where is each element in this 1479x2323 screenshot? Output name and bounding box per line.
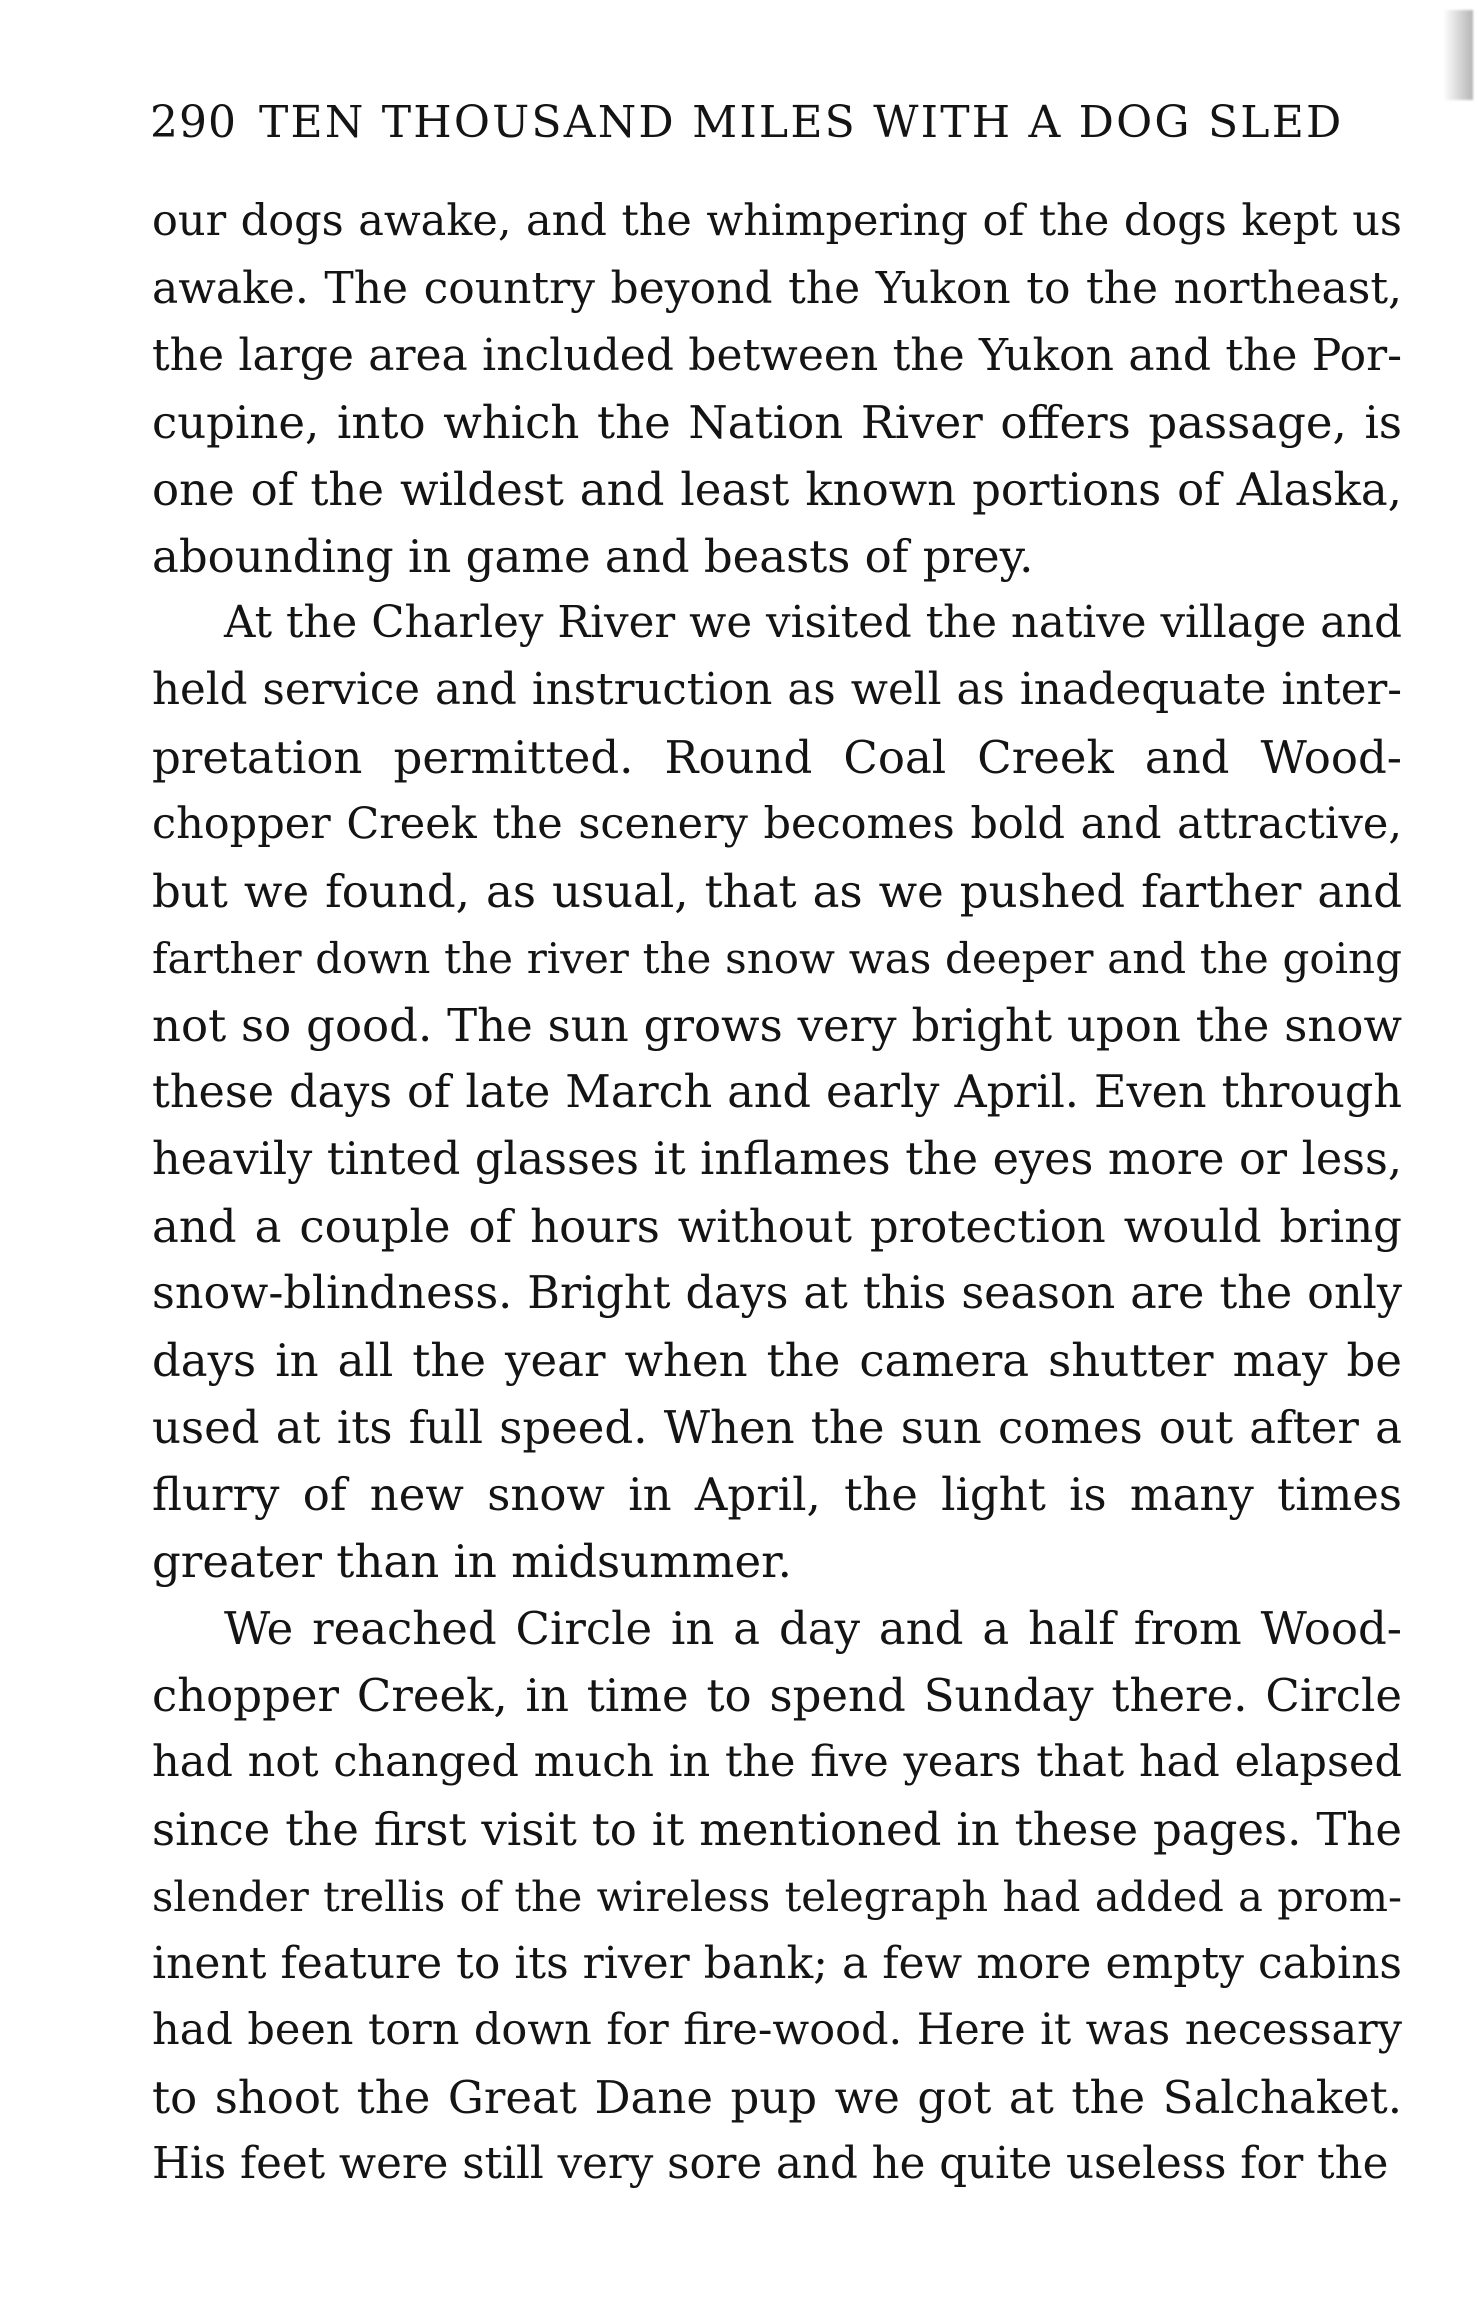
text-line: heavily tinted glasses it inflames the eyes more or less, (152, 1134, 1402, 1185)
text-line: not so good. The sun grows very bright upon the snow (152, 999, 1402, 1052)
text-line: farther down the river the snow was deeper and the going (152, 934, 1402, 983)
text-line: At the Charley River we visited the native village and (224, 598, 1402, 648)
paragraph (152, 590, 1402, 1595)
running-title: TEN THOUSAND MILES WITH A DOG SLED (258, 97, 1344, 148)
text-line: one of the wildest and least known portions of Alaska, (152, 463, 1402, 516)
text-line: and a couple of hours without protection would bring (152, 1200, 1402, 1253)
text-line: days in all the year when the camera shutter may be (152, 1334, 1402, 1387)
text-line: His feet were still very sore and he quite useless for the (152, 2139, 1389, 2189)
text-line: to shoot the Great Dane pup we got at the Salchaket. (152, 2071, 1402, 2124)
text-line: chopper Creek the scenery becomes bold and attractive, (152, 799, 1402, 849)
text-line: used at its full speed. When the sun comes out after a (152, 1401, 1402, 1454)
text-line: We reached Circle in a day and a half from Wood- (224, 1602, 1402, 1655)
text-line: these days of late March and early April. Even through (152, 1067, 1402, 1118)
paragraph (152, 188, 1402, 590)
text-line: since the first visit to it mentioned in these pages. The (152, 1803, 1402, 1856)
text-line: cupine, into which the Nation River offers passage, is (152, 396, 1402, 449)
text-line: greater than in midsummer. (152, 1535, 792, 1588)
running-header (150, 88, 1370, 158)
text-line: held service and instruction as well as inadequate inter- (152, 665, 1402, 715)
paragraph (152, 1595, 1402, 2198)
text-line: chopper Creek, in time to spend Sunday there. Circle (152, 1669, 1402, 1722)
page-edge-shadow (1443, 10, 1473, 100)
text-line: had not changed much in the five years that had elapsed (152, 1737, 1402, 1787)
text-line: the large area included between the Yukon and the Por- (152, 330, 1402, 381)
text-line: had been torn down for fire-wood. Here it was necessary (152, 2005, 1402, 2055)
text-line: abounding in game and beasts of prey. (152, 530, 1034, 583)
text-line: snow-blindness. Bright days at this season are the only (152, 1268, 1402, 1319)
page-number: 290 (150, 97, 237, 148)
body-text (152, 188, 1402, 2198)
text-line: but we found, as usual, that as we pushed farther and (152, 865, 1402, 918)
text-line: pretation permitted. Round Coal Creek and Wood- (152, 731, 1402, 784)
text-line: awake. The country beyond the Yukon to the northeast, (152, 263, 1402, 314)
text-line: inent feature to its river bank; a few more empty cabins (152, 1938, 1402, 1989)
text-line: slender trellis of the wireless telegraph had added a prom- (152, 1872, 1402, 1921)
text-line: flurry of new snow in April, the light is many times (152, 1468, 1402, 1521)
text-line: our dogs awake, and the whimpering of the dogs kept us (152, 196, 1402, 246)
